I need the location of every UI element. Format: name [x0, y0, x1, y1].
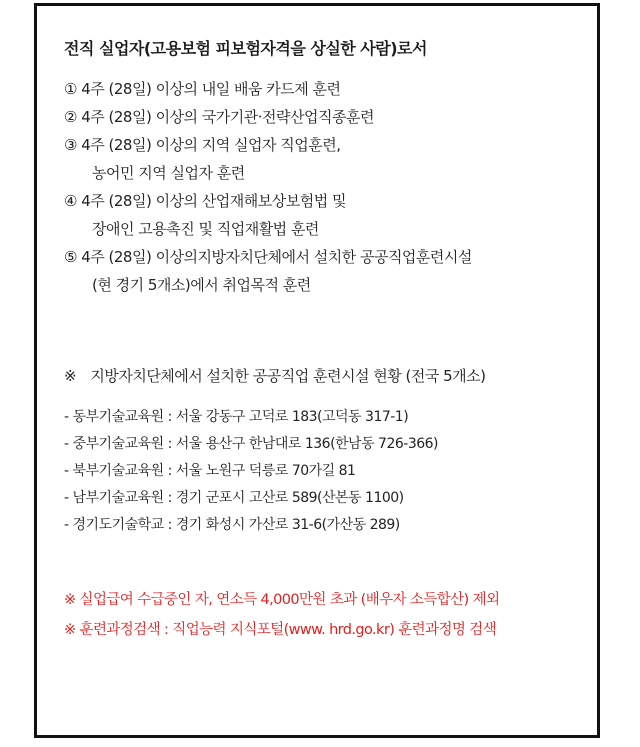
facility-note — [64, 365, 585, 386]
training-list — [64, 75, 585, 299]
training-item-3 — [64, 131, 585, 187]
training-item-line: ② 4주 (28일) 이상의 국가기관·전략산업직종훈련 — [64, 108, 374, 126]
facility-row: - 중부기술교육원 : 서울 용산구 한남대로 136(한남동 726-366) — [64, 436, 439, 452]
warning-notes — [64, 585, 585, 645]
facility-note-text: 지방자치단체에서 설치한 공공직업 훈련시설 현황 (전국 5개소) — [90, 367, 486, 385]
training-item-line-continued: (현 경기 5개소)에서 취업목적 훈련 — [92, 276, 311, 294]
notice-content — [64, 36, 585, 645]
training-item-line: ④ 4주 (28일) 이상의 산업재해보상보험법 및 — [64, 192, 346, 210]
eligibility-heading: 전직 실업자(고용보험 피보험자격을 상실한 사람)로서 — [64, 39, 427, 58]
training-item-4 — [64, 187, 585, 243]
facility-row: - 남부기술교육원 : 경기 군포시 고산로 589(산본동 1100) — [64, 490, 404, 506]
training-item-2 — [64, 103, 585, 131]
training-item-line: ⑤ 4주 (28일) 이상의지방자치단체에서 설치한 공공직업훈련시설 — [64, 248, 472, 266]
reference-mark: ※ — [64, 367, 77, 385]
notice-frame — [34, 3, 600, 738]
facility-row: - 경기도기술학교 : 경기 화성시 가산로 31-6(가산동 289) — [64, 517, 400, 533]
facility-list — [64, 404, 585, 539]
training-item-1 — [64, 75, 585, 103]
training-item-5 — [64, 243, 585, 299]
training-item-line: ③ 4주 (28일) 이상의 지역 실업자 직업훈련, — [64, 136, 341, 154]
training-item-line-continued: 장애인 고용촉진 및 직업재활법 훈련 — [92, 220, 319, 238]
exclusion-note: ※ 실업급여 수급중인 자, 연소득 4,000만원 초과 (배우자 소득합산) 제외 — [64, 592, 500, 608]
training-item-line-continued: 농어민 지역 실업자 훈련 — [92, 164, 245, 182]
training-item-line: ① 4주 (28일) 이상의 내일 배움 카드제 훈련 — [64, 80, 341, 98]
facility-row: - 동부기술교육원 : 서울 강동구 고덕로 183(고덕동 317-1) — [64, 409, 409, 425]
course-search-note: ※ 훈련과정검색 : 직업능력 지식포털(www. hrd.go.kr) 훈련과정명 검색 — [64, 622, 497, 638]
facility-row: - 북부기술교육원 : 서울 노원구 덕릉로 70가길 81 — [64, 463, 356, 479]
